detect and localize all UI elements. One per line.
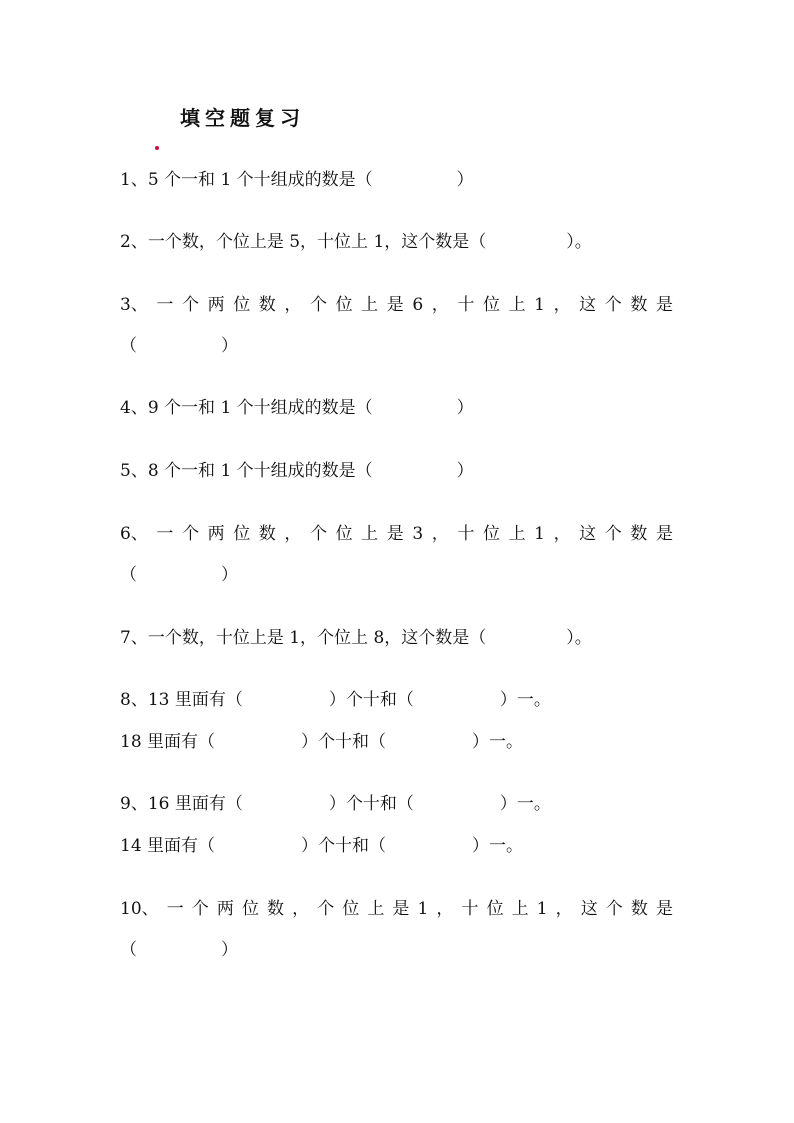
question-text-char: ， (553, 524, 571, 544)
question-text-char: 十 (457, 524, 475, 544)
question-text-char: 位 (342, 899, 360, 919)
question-6-close: ） (221, 565, 238, 585)
question-text-char: 是 (386, 295, 404, 315)
question-10-open: （ (120, 940, 137, 960)
question-text-char: 个 (309, 524, 327, 544)
question-text-char: ， (284, 295, 302, 315)
question-text-char: ， (292, 899, 310, 919)
question-8-text-d: 18 里面有（ (120, 732, 216, 752)
question-10-line-2 (120, 938, 238, 962)
question-9-text-b: ）个十和（ (328, 794, 414, 814)
question-text-char: 位 (233, 295, 251, 315)
question-text-char: 十 (461, 899, 479, 919)
question-text-char: 1 (417, 899, 429, 919)
question-4-close: ） (456, 398, 474, 418)
question-text-char: 两 (207, 295, 225, 315)
question-text-char: 位 (241, 899, 259, 919)
question-9-line-1 (120, 792, 551, 816)
question-8-text-b: ）个十和（ (328, 690, 414, 710)
question-text-char: 个 (191, 899, 209, 919)
question-text-char: 一 (156, 295, 174, 315)
question-text-char: 上 (361, 295, 379, 315)
question-text-char: 这 (579, 524, 597, 544)
question-text-char: 个 (604, 295, 622, 315)
question-text-char: 数 (630, 295, 648, 315)
question-text-char: 1 (534, 524, 545, 544)
question-text-char: 上 (367, 899, 385, 919)
question-text-char: 上 (511, 899, 529, 919)
question-1-text: 1、5 个一和 1 个十组成的数是（ (120, 170, 373, 190)
question-9-text-c: ）一。 (499, 794, 551, 814)
question-text-char: 数 (630, 899, 648, 919)
question-8-line-2 (120, 730, 523, 754)
question-3-open: （ (120, 336, 137, 356)
question-text-char: 一 (156, 524, 174, 544)
question-text-char: ， (555, 899, 573, 919)
question-text-char: 这 (580, 899, 598, 919)
question-text-char: 上 (508, 295, 526, 315)
red-dot-mark (155, 146, 159, 150)
question-10-close: ） (221, 940, 238, 960)
question-text-char: 两 (216, 899, 234, 919)
question-text-char: ， (284, 524, 302, 544)
question-text-char: 上 (508, 524, 526, 544)
question-text-char: 是 (655, 295, 673, 315)
question-9-text-a: 9、16 里面有（ (120, 794, 243, 814)
question-text-char: 个 (182, 524, 200, 544)
question-3-line-2 (120, 334, 238, 358)
question-8-text-c: ）一。 (499, 690, 551, 710)
question-text-char: 数 (258, 295, 276, 315)
question-9-line-2 (120, 834, 523, 858)
question-text-char: 10、 (120, 899, 159, 919)
question-text-char: 一 (166, 899, 184, 919)
question-text-char: 位 (482, 524, 500, 544)
question-text-char: ， (436, 899, 454, 919)
question-text-char: ， (553, 295, 571, 315)
question-1 (120, 168, 474, 192)
question-5-close: ） (456, 461, 474, 481)
question-5-text: 5、8 个一和 1 个十组成的数是（ (120, 461, 373, 481)
question-text-char: 个 (182, 295, 200, 315)
question-7 (120, 626, 592, 650)
question-8-text-f: ）一。 (472, 732, 524, 752)
question-8-text-a: 8、13 里面有（ (120, 690, 243, 710)
question-text-char: 1 (536, 899, 548, 919)
question-3-line-1 (120, 293, 673, 317)
question-text-char: ， (431, 295, 449, 315)
question-1-close: ） (456, 170, 474, 190)
question-text-char: 两 (207, 524, 225, 544)
question-2-close: ）。 (566, 232, 592, 252)
question-6-line-2 (120, 563, 238, 587)
question-text-char: 3 (412, 524, 424, 544)
question-text-char: 数 (258, 524, 276, 544)
question-4-text: 4、9 个一和 1 个十组成的数是（ (120, 398, 373, 418)
question-text-char: ， (431, 524, 449, 544)
question-text-char: 3、 (120, 295, 148, 315)
question-2 (120, 230, 592, 254)
question-6-line-1 (120, 522, 673, 546)
question-text-char: 1 (534, 295, 545, 315)
question-text-char: 个 (309, 295, 327, 315)
question-text-char: 这 (579, 295, 597, 315)
question-text-char: 位 (335, 295, 353, 315)
question-text-char: 个 (604, 524, 622, 544)
question-text-char: 6 (412, 295, 424, 315)
question-text-char: 是 (386, 524, 404, 544)
question-3-close: ） (221, 336, 238, 356)
question-text-char: 是 (655, 899, 673, 919)
question-4 (120, 396, 474, 420)
question-5 (120, 459, 474, 483)
question-text-char: 十 (457, 295, 475, 315)
question-text-char: 位 (486, 899, 504, 919)
question-8-line-1 (120, 688, 551, 712)
question-text-char: 数 (267, 899, 285, 919)
question-text-char: 6、 (120, 524, 148, 544)
question-text-char: 是 (392, 899, 410, 919)
question-7-close: ）。 (566, 628, 592, 648)
question-9-text-d: 14 里面有（ (120, 836, 216, 856)
question-text-char: 位 (335, 524, 353, 544)
question-9-text-e: ）个十和（ (301, 836, 387, 856)
question-6-open: （ (120, 565, 137, 585)
question-text-char: 位 (233, 524, 251, 544)
question-2-text: 2、一个数，个位上是 5，十位上 1，这个数是（ (120, 232, 487, 252)
question-text-char: 数 (630, 524, 648, 544)
question-text-char: 位 (482, 295, 500, 315)
question-text-char: 上 (361, 524, 379, 544)
question-text-char: 是 (655, 524, 673, 544)
question-10-line-1 (120, 897, 673, 921)
question-7-text: 7、一个数，十位上是 1，个位上 8，这个数是（ (120, 628, 487, 648)
question-8-text-e: ）个十和（ (301, 732, 387, 752)
question-text-char: 个 (605, 899, 623, 919)
question-9-text-f: ）一。 (472, 836, 524, 856)
page-title: 填空题复习 (180, 106, 305, 130)
question-text-char: 个 (317, 899, 335, 919)
